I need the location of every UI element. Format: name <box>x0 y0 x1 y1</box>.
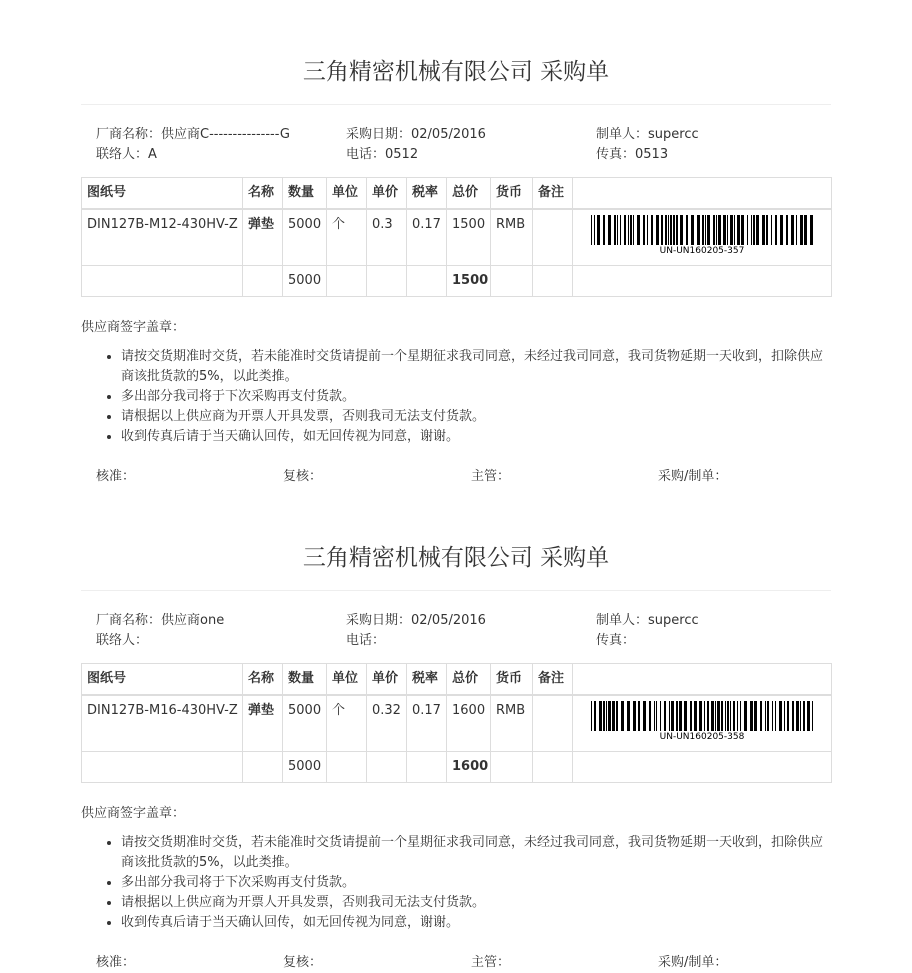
barcode-bar <box>676 215 678 245</box>
grand-total: 1600 <box>447 752 491 783</box>
barcode-bar <box>796 215 797 245</box>
purchase-date: 采购日期：02/05/2016 <box>346 613 486 628</box>
barcode-bar <box>717 701 720 731</box>
phone: 电话：0512 <box>346 147 419 162</box>
order-title: 三角精密机械有限公司 采购单 <box>302 59 610 85</box>
barcode-bar <box>656 701 657 731</box>
approval-row <box>81 953 831 973</box>
approval-row <box>81 467 831 487</box>
barcode-bar <box>656 215 659 245</box>
barcode-bar <box>734 215 735 245</box>
barcode-bar <box>617 215 618 245</box>
barcode-bar <box>680 215 683 245</box>
barcode-bar <box>697 215 700 245</box>
barcode <box>591 701 813 742</box>
col-note: 备注 <box>533 664 573 696</box>
barcode-bar <box>715 701 716 731</box>
cell-name: 弹垫 <box>243 209 283 266</box>
col-unit: 单位 <box>327 178 367 210</box>
barcode-bar <box>599 701 602 731</box>
barcode-bar <box>704 701 705 731</box>
barcode-bar <box>638 701 640 731</box>
cell-currency: RMB <box>491 209 533 266</box>
review-label: 复核： <box>283 955 323 970</box>
barcode-bar <box>654 701 655 731</box>
list-item: • 多出部分我司将于下次采购再支付货款。 <box>121 873 831 893</box>
barcode-bar <box>791 215 794 245</box>
barcode-bar <box>668 215 669 245</box>
barcode-bar <box>670 215 672 245</box>
barcode-image <box>591 215 813 245</box>
barcode-bar <box>628 215 629 245</box>
barcode-bar <box>723 215 726 245</box>
col-name: 名称 <box>243 664 283 696</box>
items-table <box>81 177 832 297</box>
col-price: 单价 <box>367 664 407 696</box>
totals-row <box>82 266 832 297</box>
purchase-order-2 <box>81 536 831 973</box>
order-maker: 制单人：supercc <box>596 613 699 628</box>
contact-person: 联络人：A <box>96 147 157 162</box>
cell-name: 弹垫 <box>243 695 283 752</box>
barcode-bar <box>725 701 726 731</box>
barcode-bar <box>804 215 807 245</box>
barcode-bar <box>765 701 766 731</box>
barcode-bar <box>780 215 783 245</box>
barcode-bar <box>740 701 741 731</box>
barcode-bar <box>597 215 600 245</box>
barcode-bar <box>661 215 663 245</box>
cell-qty: 5000 <box>283 695 327 752</box>
barcode-bar <box>751 215 752 245</box>
cell-total: 1500 <box>447 209 491 266</box>
purchaser-label: 采购/制单： <box>658 955 728 970</box>
barcode-bar <box>727 215 728 245</box>
grand-total: 1500 <box>447 266 491 297</box>
col-drawing-no: 图纸号 <box>82 178 243 210</box>
cell-unit: 个 <box>327 209 367 266</box>
purchase-order-1 <box>81 50 831 487</box>
barcode-bar <box>679 701 682 731</box>
title-divider <box>81 590 831 591</box>
barcode-bar <box>800 701 801 731</box>
barcode-bar <box>803 701 805 731</box>
barcode-bar <box>603 701 605 731</box>
list-item: • 请按交货期准时交货，若未能准时交货请提前一个星期征求我司同意，未经过我司同意，我司货物延期一天收到，扣除供应商该批货款的5%，以此类推。 <box>121 833 831 873</box>
barcode-bar <box>760 701 762 731</box>
barcode-bar <box>741 215 744 245</box>
list-item: • 多出部分我司将于下次采购再支付货款。 <box>121 387 831 407</box>
cell-price: 0.3 <box>367 209 407 266</box>
barcode-bar <box>664 701 666 731</box>
barcode-bar <box>606 701 607 731</box>
total-qty: 5000 <box>283 752 327 783</box>
col-total: 总价 <box>447 664 491 696</box>
cell-price: 0.32 <box>367 695 407 752</box>
barcode-bar <box>651 215 653 245</box>
barcode-bar <box>718 215 721 245</box>
approve-label: 核准： <box>96 469 136 484</box>
barcode-bar <box>649 701 651 731</box>
cell-drawing-no: DIN127B-M12-430HV-Z <box>82 209 243 266</box>
list-item: • 收到传真后请于当天确认回传，如无回传视为同意，谢谢。 <box>121 427 831 447</box>
barcode-bar <box>807 701 810 731</box>
barcode-bar <box>711 701 714 731</box>
col-note: 备注 <box>533 178 573 210</box>
col-qty: 数量 <box>283 664 327 696</box>
barcode-bar <box>767 701 769 731</box>
barcode-bar <box>787 701 789 731</box>
barcode-bar <box>812 701 813 731</box>
cell-note <box>533 209 573 266</box>
col-barcode <box>573 178 832 210</box>
approve-label: 核准： <box>96 955 136 970</box>
total-qty: 5000 <box>283 266 327 297</box>
barcode-bar <box>691 215 694 245</box>
barcode-bar <box>647 215 648 245</box>
list-item: • 请按交货期准时交货，若未能准时交货请提前一个星期征求我司同意，未经过我司同意，我司货物延期一天收到，扣除供应商该批货款的5%，以此类推。 <box>121 347 831 387</box>
col-barcode <box>573 664 832 696</box>
barcode-number: UN-UN160205-357 <box>659 246 745 256</box>
items-table <box>81 663 832 783</box>
barcode-bar <box>792 701 794 731</box>
col-qty: 数量 <box>283 178 327 210</box>
supervisor-label: 主管： <box>471 469 511 484</box>
col-price: 单价 <box>367 178 407 210</box>
barcode-bar <box>810 215 813 245</box>
barcode-bar <box>684 701 687 731</box>
list-item: • 请根据以上供应商为开票人开具发票，否则我司无法支付货款。 <box>121 407 831 427</box>
barcode-bar <box>676 701 678 731</box>
barcode-bar <box>594 215 595 245</box>
barcode-image <box>591 701 813 731</box>
cell-barcode <box>573 209 832 266</box>
vendor-name: 厂商名称：供应商one <box>96 613 225 628</box>
barcode-bar <box>621 701 624 731</box>
barcode-bar <box>630 215 632 245</box>
barcode-bar <box>591 215 592 245</box>
col-total: 总价 <box>447 178 491 210</box>
order-meta <box>81 125 831 177</box>
totals-row <box>82 752 832 783</box>
cell-total: 1600 <box>447 695 491 752</box>
barcode-bar <box>633 215 634 245</box>
col-tax: 税率 <box>407 178 447 210</box>
order-meta <box>81 611 831 663</box>
barcode-bar <box>750 701 753 731</box>
barcode-bar <box>713 215 715 245</box>
barcode-bar <box>603 215 605 245</box>
title-divider <box>81 104 831 105</box>
terms-list <box>81 347 831 447</box>
barcode-bar <box>694 701 697 731</box>
barcode-bar <box>786 215 788 245</box>
table-header-row <box>82 178 832 210</box>
barcode-bar <box>775 215 777 245</box>
cell-tax: 0.17 <box>407 695 447 752</box>
barcode-bar <box>702 215 704 245</box>
col-currency: 货币 <box>491 178 533 210</box>
barcode-bar <box>643 215 645 245</box>
cell-unit: 个 <box>327 695 367 752</box>
barcode-bar <box>707 701 709 731</box>
col-tax: 税率 <box>407 664 447 696</box>
barcode-bar <box>707 215 710 245</box>
barcode-bar <box>608 701 611 731</box>
barcode-bar <box>686 215 688 245</box>
barcode-bar <box>690 701 692 731</box>
purchase-date: 采购日期：02/05/2016 <box>346 127 486 142</box>
barcode-bar <box>753 215 755 245</box>
fax: 传真：0513 <box>596 147 669 162</box>
col-drawing-no: 图纸号 <box>82 664 243 696</box>
barcode-bar <box>730 701 731 731</box>
contact-person: 联络人： <box>96 633 149 648</box>
table-row <box>82 209 832 266</box>
barcode-bar <box>705 215 706 245</box>
barcode-bar <box>762 215 765 245</box>
barcode-bar <box>665 215 667 245</box>
purchaser-label: 采购/制单： <box>658 469 728 484</box>
barcode-bar <box>633 701 636 731</box>
barcode-bar <box>766 215 768 245</box>
cell-drawing-no: DIN127B-M16-430HV-Z <box>82 695 243 752</box>
barcode-bar <box>775 701 776 731</box>
order-maker: 制单人：supercc <box>596 127 699 142</box>
barcode-bar <box>620 215 621 245</box>
barcode-bar <box>771 215 772 245</box>
barcode-bar <box>643 701 646 731</box>
supplier-signature-label: 供应商签字盖章： <box>81 320 186 335</box>
list-item: • 收到传真后请于当天确认回传，如无回传视为同意，谢谢。 <box>121 913 831 933</box>
review-label: 复核： <box>283 469 323 484</box>
barcode-bar <box>800 215 803 245</box>
barcode-bar <box>730 215 733 245</box>
barcode-bar <box>744 701 747 731</box>
col-unit: 单位 <box>327 664 367 696</box>
table-row <box>82 695 832 752</box>
barcode-bar <box>594 701 596 731</box>
vendor-name: 厂商名称：供应商C---------------G <box>96 127 290 142</box>
barcode-bar <box>737 215 740 245</box>
barcode-bar <box>671 701 674 731</box>
barcode-bar <box>699 701 702 731</box>
barcode-bar <box>673 215 675 245</box>
barcode-bar <box>608 215 611 245</box>
barcode-bar <box>747 215 748 245</box>
barcode <box>591 215 813 256</box>
barcode-bar <box>796 701 799 731</box>
barcode-bar <box>784 701 785 731</box>
barcode-bar <box>660 701 661 731</box>
cell-tax: 0.17 <box>407 209 447 266</box>
barcode-bar <box>627 701 630 731</box>
list-item: • 请根据以上供应商为开票人开具发票，否则我司无法支付货款。 <box>121 893 831 913</box>
col-currency: 货币 <box>491 664 533 696</box>
barcode-bar <box>612 701 615 731</box>
terms-list <box>81 833 831 933</box>
order-title: 三角精密机械有限公司 采购单 <box>302 545 610 571</box>
barcode-bar <box>637 215 640 245</box>
barcode-bar <box>716 215 717 245</box>
barcode-bar <box>727 701 729 731</box>
barcode-bar <box>733 701 735 731</box>
barcode-bar <box>591 701 592 731</box>
cell-qty: 5000 <box>283 209 327 266</box>
cell-barcode <box>573 695 832 752</box>
supervisor-label: 主管： <box>471 955 511 970</box>
barcode-number: UN-UN160205-358 <box>659 732 745 742</box>
cell-note <box>533 695 573 752</box>
barcode-bar <box>614 215 616 245</box>
table-header-row <box>82 664 832 696</box>
col-name: 名称 <box>243 178 283 210</box>
fax: 传真： <box>596 633 636 648</box>
barcode-bar <box>754 701 757 731</box>
supplier-signature-label: 供应商签字盖章： <box>81 806 186 821</box>
barcode-bar <box>772 701 773 731</box>
barcode-bar <box>721 701 723 731</box>
barcode-bar <box>779 701 782 731</box>
phone: 电话： <box>346 633 386 648</box>
barcode-bar <box>669 701 670 731</box>
barcode-bar <box>616 701 618 731</box>
barcode-bar <box>624 215 626 245</box>
cell-currency: RMB <box>491 695 533 752</box>
barcode-bar <box>756 215 759 245</box>
barcode-bar <box>737 701 738 731</box>
